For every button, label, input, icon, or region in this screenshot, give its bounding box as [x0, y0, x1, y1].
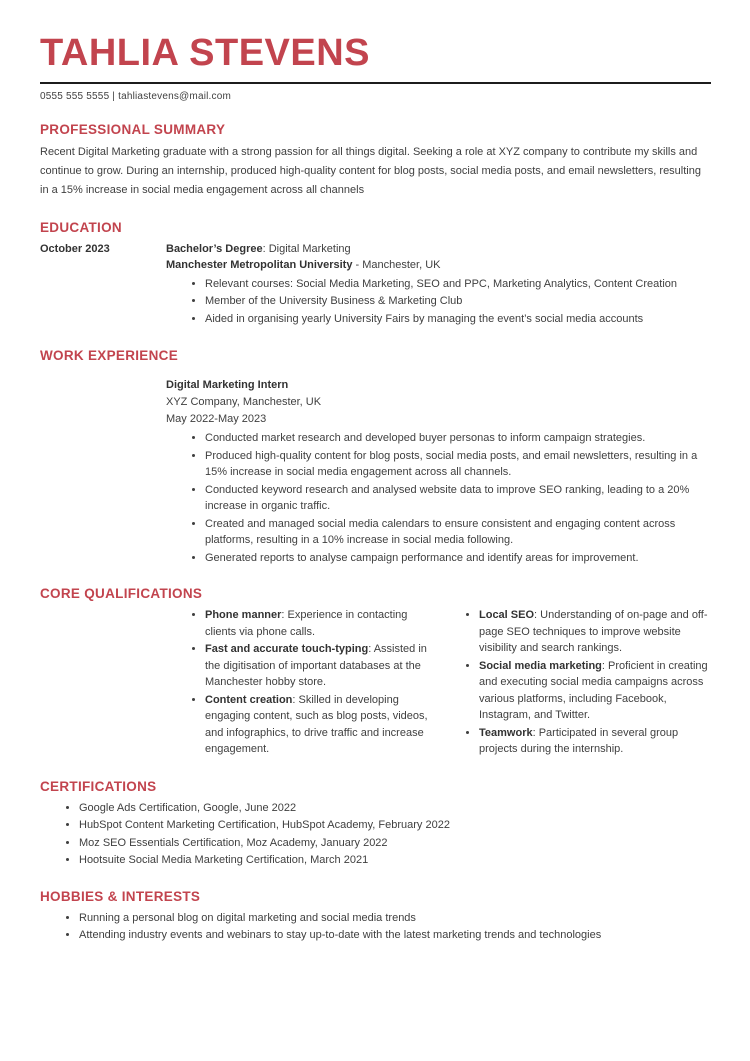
certification-item: • Hootsuite Social Media Marketing Certification, March 2021	[79, 852, 711, 869]
qualification-label: Phone manner	[205, 609, 282, 622]
section-professional-summary	[40, 122, 711, 200]
qualification-item	[205, 641, 440, 691]
job-bullet-item: • Created and managed social media calendars to ensure consistent and engaging content across platforms, resulting in a 10% increase in social media following.	[205, 516, 711, 549]
qualification-text: : Experience in contacting clients via phone calls.	[205, 609, 408, 638]
qualification-label: Teamwork	[479, 726, 533, 739]
section-title-core-qualifications: CORE QUALIFICATIONS	[40, 586, 203, 602]
qualification-label: Local SEO	[479, 609, 535, 622]
section-core-qualifications	[40, 586, 711, 759]
qualifications-columns	[166, 607, 711, 759]
qualification-item	[205, 692, 440, 758]
education-entry	[40, 241, 711, 329]
section-title-summary: PROFESSIONAL SUMMARY	[40, 122, 226, 138]
qualifications-column-left	[166, 607, 440, 759]
certifications-list	[40, 800, 711, 869]
section-hobbies-interests	[40, 889, 711, 944]
qualification-text: : Proficient in creating and executing social media campaigns across various platforms, including Facebook, Instagram, and Twitter.	[479, 659, 708, 722]
degree-label: Bachelor’s Degree	[166, 242, 263, 255]
qualification-label: Social media marketing	[479, 659, 602, 672]
hobbies-list	[40, 910, 711, 944]
qualification-text: : Understanding of on-page and off-page SEO techniques to improve website visibility and search rankings.	[479, 609, 708, 655]
qualification-text: : Skilled in developing engaging content, such as blog posts, videos, and infographics, to drive traffic and increase engagement.	[205, 693, 428, 756]
education-bullets	[166, 276, 711, 328]
qualification-text: : Assisted in the digitisation of important databases at the Manchester hobby store.	[205, 643, 427, 689]
job-bullet-item: • Generated reports to analyse campaign performance and identify areas for improvement.	[205, 550, 711, 567]
qualifications-right-list	[440, 607, 711, 758]
school-rest: - Manchester, UK	[352, 259, 441, 272]
qualification-item	[479, 607, 711, 657]
certification-item: • HubSpot Content Marketing Certification, HubSpot Academy, February 2022	[79, 817, 711, 834]
education-school-line	[166, 257, 711, 274]
job-bullet-item: • Produced high-quality content for blog posts, social media posts, and email newsletters, resulting in a 15% increase in social media engagement across all channels.	[205, 448, 711, 481]
certification-item: • Moz SEO Essentials Certification, Moz Academy, January 2022	[79, 835, 711, 852]
hobby-item: • Running a personal blog on digital marketing and social media trends	[79, 910, 711, 927]
education-bullet-item: • Relevant courses: Social Media Marketing, SEO and PPC, Marketing Analytics, Content Creation	[205, 276, 711, 293]
job-bullet-item: • Conducted keyword research and analysed website data to improve SEO ranking, leading to a 20% increase in organic traffic.	[205, 482, 711, 515]
education-date: October 2023	[40, 242, 110, 255]
education-details	[166, 241, 711, 329]
summary-text: Recent Digital Marketing graduate with a strong passion for all things digital. Seeking a role at XYZ company to contribute my skills and continue to grow. During an internship, produced high-quality content for blog posts, social media posts, and email newsletters, resulting in a 15% increase in social media engagement across all channels	[40, 146, 701, 196]
job-dates: May 2022-May 2023	[166, 413, 267, 426]
qualification-item	[479, 725, 711, 758]
job-bullet-item: • Conducted market research and developed buyer personas to inform campaign strategies.	[205, 430, 711, 447]
certification-item: • Google Ads Certification, Google, June 2022	[79, 800, 711, 817]
hobby-item: • Attending industry events and webinars to stay up-to-date with the latest marketing trends and technologies	[79, 927, 711, 944]
section-title-education: EDUCATION	[40, 219, 122, 235]
school-label: Manchester Metropolitan University	[166, 259, 353, 272]
section-title-hobbies: HOBBIES & INTERESTS	[40, 888, 201, 904]
qualification-label: Fast and accurate touch-typing	[205, 643, 369, 656]
qualifications-left-list	[166, 607, 440, 758]
qualification-label: Content creation	[205, 693, 293, 706]
job-bullets	[166, 430, 711, 566]
job-company: XYZ Company, Manchester, UK	[166, 396, 322, 409]
contact-line: 0555 555 5555 | tahliastevens@mail.com	[40, 91, 232, 103]
section-education	[40, 220, 711, 329]
header-divider	[40, 82, 711, 84]
degree-rest: : Digital Marketing	[262, 242, 351, 255]
candidate-name: TAHLIA STEVENS	[40, 32, 371, 74]
section-work-experience	[40, 348, 711, 566]
section-title-certifications: CERTIFICATIONS	[40, 778, 157, 794]
qualification-text: : Participated in several group projects during the internship.	[479, 726, 679, 756]
qualification-item	[205, 607, 440, 640]
qualifications-column-right	[440, 607, 711, 759]
education-bullet-item: • Member of the University Business & Marketing Club	[205, 293, 711, 310]
education-bullet-item: • Aided in organising yearly University Fairs by managing the event’s social media accounts	[205, 311, 711, 328]
job-entry	[166, 377, 711, 566]
job-title: Digital Marketing Intern	[166, 379, 289, 392]
qualification-item	[479, 658, 711, 724]
education-degree-line	[166, 241, 711, 258]
resume-header	[40, 33, 711, 102]
section-certifications	[40, 779, 711, 869]
section-title-work-experience: WORK EXPERIENCE	[40, 348, 179, 364]
